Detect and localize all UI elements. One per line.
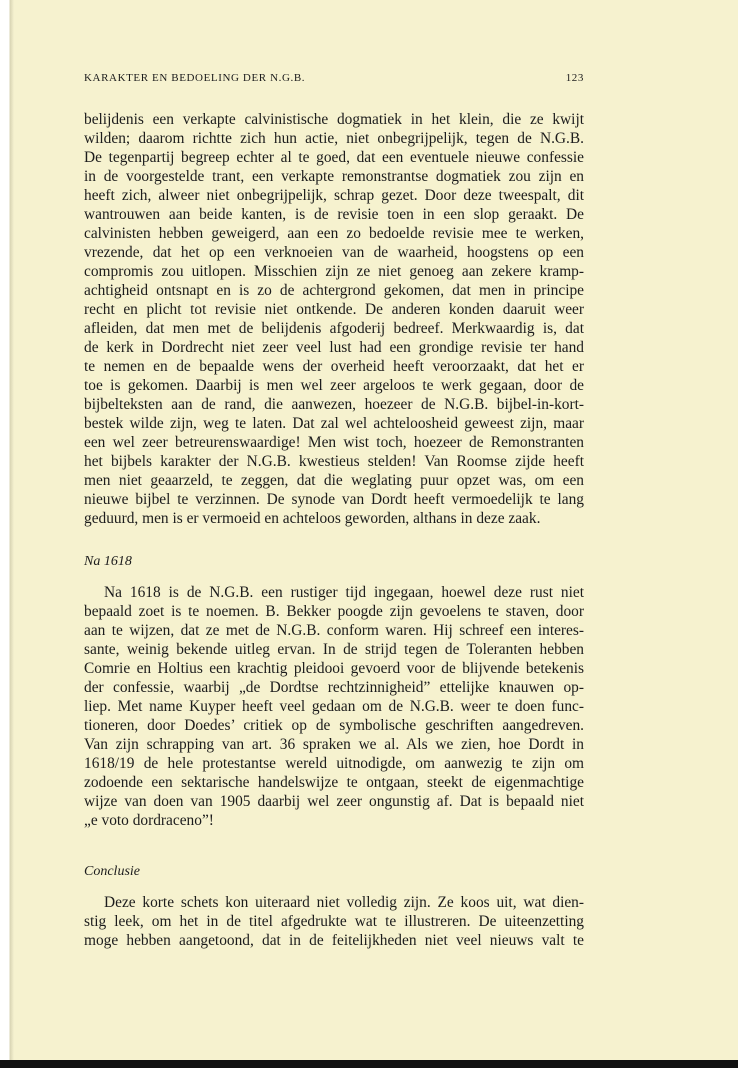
text-line: liep. Met name Kuyper heeft veel gedaan om de N.G.B. weer te doen func- <box>84 698 584 715</box>
text-line: 1618/19 de hele protestantse wereld uitnodigde, om aanwezig te zijn om <box>84 755 584 772</box>
text-line: wijze van doen van 1905 daarbij wel zeer ongunstig af. Dat is bepaald niet <box>84 793 584 810</box>
running-head <box>84 72 584 88</box>
text-line: tioneren, door Doedes’ critiek op de symbolische geschriften aangedreven. <box>84 717 584 734</box>
text-line: belijdenis een verkapte calvinistische dogmatiek in het klein, die ze kwijt <box>84 111 584 128</box>
paragraph-after-1618 <box>84 583 584 830</box>
page-left-edge <box>0 0 14 1068</box>
text-line: calvinisten hebben geweigerd, aan een zo bedoelde revisie mee te werken, <box>84 225 584 242</box>
text-line: wilden; daarom richtte zich hun actie, niet onbegrijpelijk, tegen de N.G.B. <box>84 130 584 147</box>
book-page <box>84 72 584 950</box>
section-heading-na-1618: Na 1618 <box>84 554 132 569</box>
page-bottom-edge <box>0 1060 738 1068</box>
text-line: Van zijn schrapping van art. 36 spraken we al. Als we zien, hoe Dordt in <box>84 736 584 753</box>
text-line: de kerk in Dordrecht niet zeer veel lust had een grondige revisie ter hand <box>84 339 584 356</box>
text-line: „e voto dordraceno”! <box>84 812 214 829</box>
text-line: bepaald zoet is te noemen. B. Bekker poogde zijn gevoelens te staven, door <box>84 603 584 620</box>
paragraph-conclusion <box>84 893 584 950</box>
text-line: compromis zou uitlopen. Misschien zijn ze niet genoeg aan zekere kramp- <box>84 263 584 280</box>
text-line: Deze korte schets kon uiteraard niet volledig zijn. Ze koos uit, wat dien- <box>104 894 584 911</box>
text-line: vrezende, dat het op een verknoeien van de waarheid, hoogstens op een <box>84 244 584 261</box>
text-line: nieuwe bijbel te verzinnen. De synode van Dordt heeft vermoedelijk te lang <box>84 491 584 508</box>
paragraph-revision-history <box>84 110 584 528</box>
text-line: in de voorgestelde trant, een verkapte remonstrantse dogmatiek zou zijn en <box>84 168 584 185</box>
text-line: zodoende een sektarische handelswijze te ontgaan, steekt de eigenmachtige <box>84 774 584 791</box>
text-line: sante, weinig bekende uitleg ervan. In de strijd tegen de Toleranten hebben <box>84 641 584 658</box>
text-line: men niet geaarzeld, te zeggen, dat die weglating puur opzet was, om een <box>84 472 584 489</box>
text-line: Comrie en Holtius een krachtig pleidooi gevoerd voor de blijvende betekenis <box>84 660 584 677</box>
text-line: stig leek, om het in de titel afgedrukte wat te illustreren. De uiteenzetting <box>84 913 584 930</box>
text-line: der confessie, waarbij „de Dordtse rechtzinnigheid” ettelijke knauwen op- <box>84 679 584 696</box>
text-line: geduurd, men is er vermoeid en achteloos geworden, althans in deze zaak. <box>84 510 541 527</box>
text-line: bestek wilde zijn, weg te laten. Dat zal wel achteloosheid geweest zijn, maar <box>84 415 584 432</box>
text-line: achtigheid ontsnapt en is zo de achtergrond gekomen, dat men in principe <box>84 282 584 299</box>
text-line: moge hebben aangetoond, dat in de feitelijkheden niet veel nieuws valt te <box>84 932 584 949</box>
text-line: wantrouwen aan beide kanten, is de revisie toen in een slop geraakt. De <box>84 206 584 223</box>
running-head-title: KARAKTER EN BEDOELING DER N.G.B. <box>84 72 306 84</box>
text-line: recht en plicht tot revisie niet ontkende. De anderen konden daaruit weer <box>84 301 584 318</box>
text-line: afleiden, dat men met de belijdenis afgoderij bedreef. Merkwaardig is, dat <box>84 320 584 337</box>
page-number: 123 <box>565 72 584 84</box>
text-line: De tegenpartij begreep echter al te goed, dat een eventuele nieuwe confessie <box>84 149 584 166</box>
text-line: Na 1618 is de N.G.B. een rustiger tijd ingegaan, hoewel deze rust niet <box>104 584 584 601</box>
section-heading-conclusie: Conclusie <box>84 864 140 879</box>
text-line: het bijbels karakter der N.G.B. kwestieus stelden! Van Roomse zijde heeft <box>84 453 584 470</box>
text-line: een wel zeer betreurenswaardige! Men wist toch, hoezeer de Remonstranten <box>84 434 584 451</box>
text-line: aan te wijzen, dat ze met de N.G.B. conform waren. Hij schreef een interes- <box>84 622 584 639</box>
text-line: toe is gekomen. Daarbij is men wel zeer argeloos te werk gegaan, door de <box>84 377 584 394</box>
text-line: bijbelteksten aan de rand, die aanwezen, hoezeer de N.G.B. bijbel-in-kort- <box>84 396 584 413</box>
text-line: te nemen en de bepaalde wens der overheid heeft veroorzaakt, dat het er <box>84 358 584 375</box>
text-line: heeft zich, alweer niet onbegrijpelijk, schrap gezet. Door deze tweespalt, dit <box>84 187 584 204</box>
